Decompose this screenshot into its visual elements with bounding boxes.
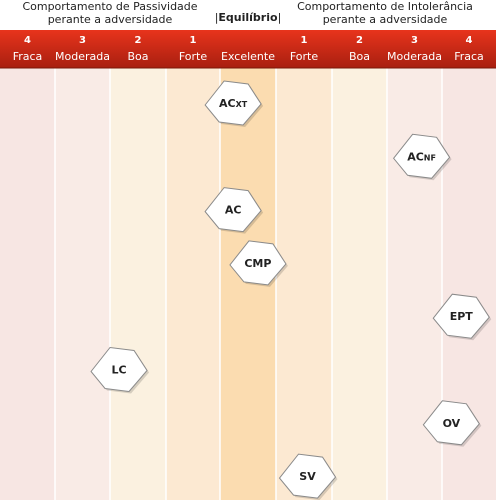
center-header-title: Equilíbrio [218,11,278,24]
left-header-title: Comportamento de Passividade [22,0,198,13]
right-header-title: Comportamento de Intolerância [297,0,473,13]
left-header-subtitle: perante a adversidade [47,13,173,26]
marker-label: OV [442,416,461,430]
scale-number: 4 [465,35,473,46]
scale-number: 4 [24,35,31,46]
right-header-subtitle: perante a adversidade [322,13,448,26]
scale-number: 3 [411,35,418,46]
scale-column-6 [332,30,387,500]
marker-label: CMP [244,256,272,270]
scale-label: Fraca [12,50,43,63]
marker-label: ACNF [407,150,436,164]
marker-label: AC [224,203,242,217]
scale-label: Boa [127,50,149,63]
scale-number: 2 [134,35,142,46]
scale-label: Forte [289,50,319,63]
marker-label: EPT [449,310,473,324]
scale-column-2 [110,30,166,500]
scale-number: 3 [79,35,86,46]
scale-label: Boa [348,50,371,63]
center-header: |Equilíbrio| [214,11,282,24]
scale-label: Moderada [55,50,110,63]
scale-column-0 [0,30,55,500]
scale-label: Moderada [387,50,442,63]
scale-label: Forte [178,50,208,63]
scale-label: Excelente [221,50,275,63]
marker-label: LC [111,363,127,377]
scale-number: 1 [300,35,308,46]
marker-label: ACXT [219,97,248,110]
scale-number: 1 [189,35,197,46]
scale-number: 2 [356,35,363,46]
scale-column-1 [55,30,110,500]
scale-label: Fraca [454,50,484,63]
marker-label: SV [299,470,316,484]
